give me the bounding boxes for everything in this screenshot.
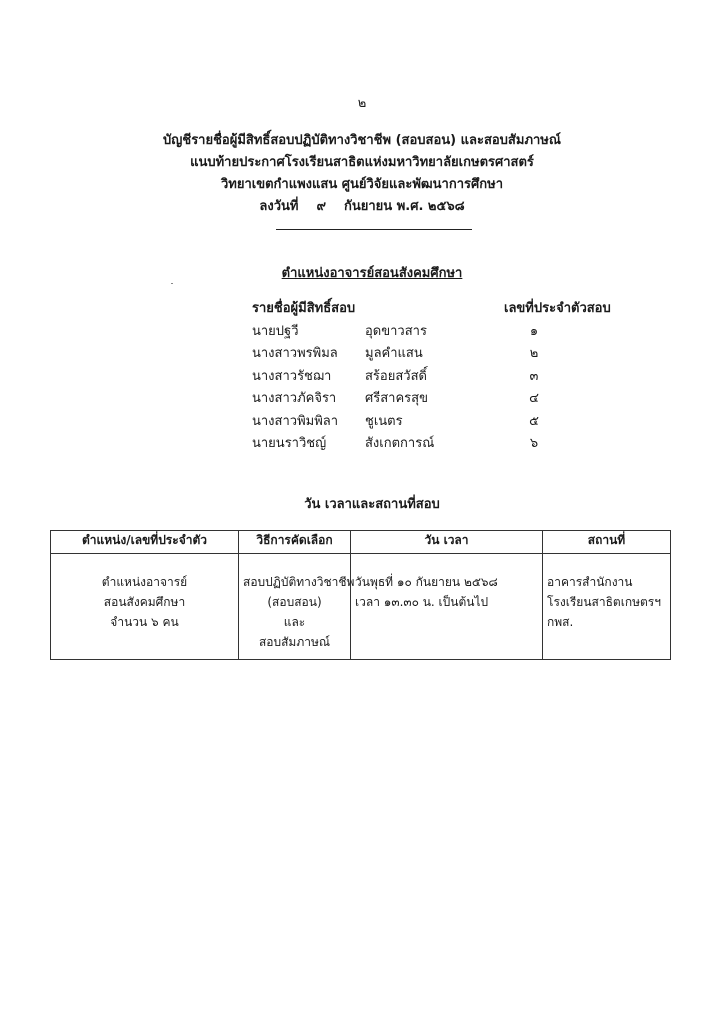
place-line: โรงเรียนสาธิตเกษตรฯ: [547, 595, 661, 609]
header-method: วิธีการคัดเลือก: [239, 531, 351, 554]
candidate-row: [252, 388, 582, 411]
method-line: และ: [283, 615, 306, 629]
candidate-first-name: นายปฐวี: [252, 323, 299, 339]
cell-datetime: [351, 554, 543, 660]
place-line: อาคารสำนักงาน: [547, 575, 633, 589]
method-line: (สอบสอน): [267, 595, 322, 609]
place-line: กพส.: [547, 615, 574, 629]
header-place: สถานที่: [543, 531, 671, 554]
method-line: สอบสัมภาษณ์: [258, 635, 331, 649]
candidate-last-name: สังเกตการณ์: [365, 436, 435, 451]
candidate-last-name: ชูเนตร: [365, 413, 403, 429]
position-line: ตำแหน่งอาจารย์: [101, 575, 188, 589]
header-date: [0, 196, 724, 218]
cell-position: [51, 554, 239, 660]
position-line: จำนวน ๖ คน: [110, 615, 179, 629]
header-underline: [276, 229, 472, 230]
datetime-line: เวลา ๑๓.๓๐ น. เป็นต้นไป: [355, 595, 489, 609]
candidate-list: [252, 298, 611, 456]
candidate-number: ๑: [529, 323, 539, 339]
position-line: สอนสังคมศึกษา: [103, 595, 186, 609]
schedule-table: [50, 530, 671, 660]
position-title: ตำแหน่งอาจารย์สอนสังคมศึกษา: [281, 266, 463, 281]
header-datetime: วัน เวลา: [351, 531, 543, 554]
candidate-last-name: สร้อยสวัสดิ์: [365, 368, 427, 384]
col-number-header: เลขที่ประจำตัวสอบ: [504, 301, 611, 316]
candidate-first-name: นางสาวพรพิมล: [252, 346, 338, 361]
schedule-row: [51, 554, 671, 660]
candidate-number: ๔: [529, 391, 539, 406]
header-position: ตำแหน่ง/เลขที่ประจำตัว: [51, 531, 239, 554]
schedule-title: วัน เวลาและสถานที่สอบ: [304, 497, 440, 512]
schedule-header-row: [51, 531, 671, 554]
candidate-first-name: นางสาวพิมพิลา: [252, 413, 339, 429]
header-line-2: แนบท้ายประกาศโรงเรียนสาธิตแห่งมหาวิทยาลัยเกษตรศาสตร์: [190, 155, 534, 170]
header-line-3: วิทยาเขตกำแพงแสน ศูนย์วิจัยและพัฒนาการศึกษา: [220, 177, 503, 192]
date-day: ๙: [316, 199, 326, 214]
candidate-number: ๒: [529, 346, 539, 361]
candidate-row: [252, 433, 582, 456]
document-header: [0, 130, 724, 218]
date-prefix: ลงวันที่: [259, 199, 299, 214]
date-month-year: กันยายน พ.ศ. ๒๕๖๘: [343, 199, 465, 214]
method-line: สอบปฏิบัติทางวิชาชีพ: [243, 575, 355, 589]
scan-speck: [171, 283, 173, 284]
page-number: ๒: [357, 96, 367, 111]
candidate-list-header: [252, 298, 611, 321]
candidate-first-name: นางสาวภัคจิรา: [252, 391, 337, 406]
candidate-first-name: นายนราวิชญ์: [252, 436, 327, 451]
candidate-number: ๖: [529, 436, 539, 451]
candidate-row: [252, 321, 582, 344]
cell-method: [239, 554, 355, 660]
candidate-row: [252, 411, 582, 434]
candidate-number: ๕: [529, 413, 539, 429]
datetime-line: วันพุธที่ ๑๐ กันยายน ๒๕๖๘: [355, 575, 498, 589]
candidate-row: [252, 366, 582, 389]
col-name-header: รายชื่อผู้มีสิทธิ์สอบ: [252, 301, 356, 316]
candidate-number: ๓: [529, 368, 539, 384]
header-line-1: บัญชีรายชื่อผู้มีสิทธิ์สอบปฏิบัติทางวิชาชีพ (สอบสอน) และสอบสัมภาษณ์: [163, 133, 561, 148]
candidate-row: [252, 343, 582, 366]
cell-place: [543, 554, 671, 660]
candidate-last-name: มูลคำแสน: [365, 346, 423, 361]
candidate-first-name: นางสาวรัชฌา: [252, 368, 332, 384]
candidate-last-name: อุดขาวสาร: [365, 323, 427, 339]
candidate-last-name: ศรีสาครสุข: [365, 391, 428, 406]
